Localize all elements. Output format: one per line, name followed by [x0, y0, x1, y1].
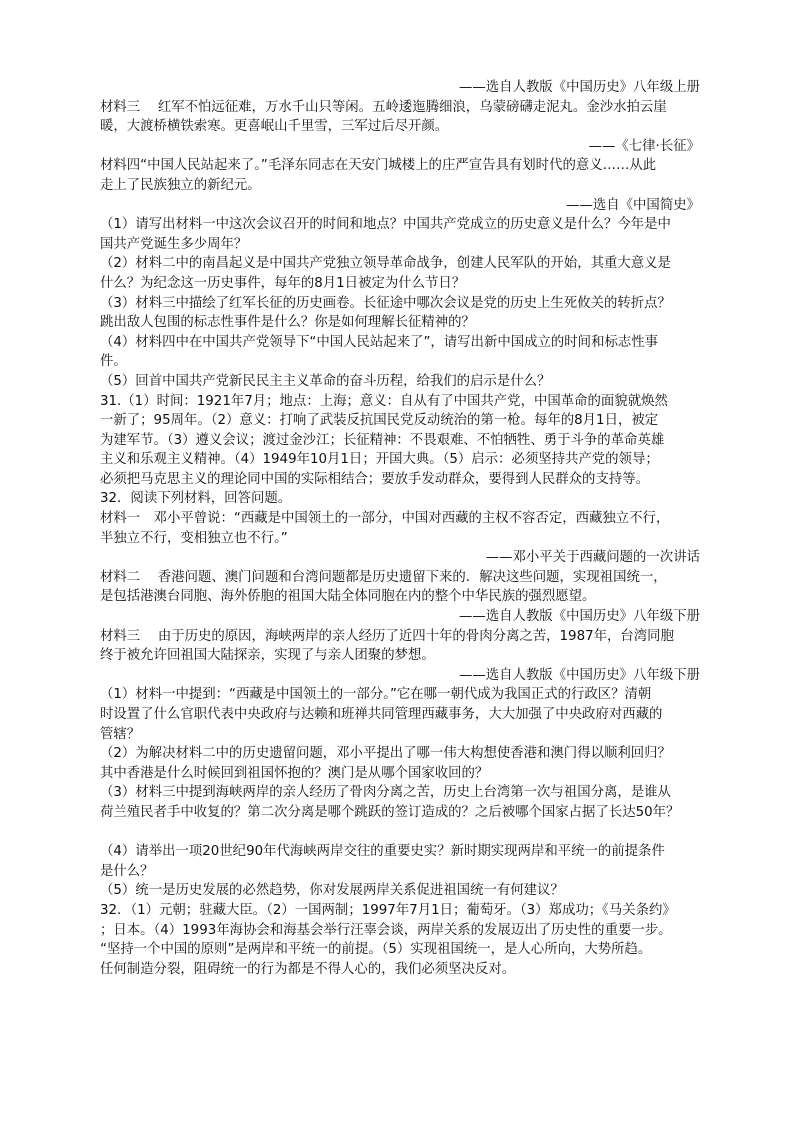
source-citation-line: ——选自人教版《中国历史》八年级下册 — [458, 609, 700, 625]
text-line: 跳出敌人包围的标志性事件是什么？你是如何理解长征精神的？ — [100, 315, 475, 331]
text-line: 什么？为纪念这一历史事件，每年的8月1日被定为什么节日？ — [100, 275, 466, 291]
text-line: （1）材料一中提到：“西藏是中国领土的一部分。”它在哪一朝代成为我国正式的行政区？清朝 — [100, 687, 652, 703]
text-line: （3）材料三中提到海峡两岸的亲人经历了骨肉分离之苦，历史上台湾第一次与祖国分离，是谁从 — [100, 785, 671, 801]
source-citation-line: ——选自《中国简史》 — [566, 197, 700, 213]
text-line: （5）回首中国共产党新民民主主义革命的奋斗历程，给我们的启示是什么？ — [100, 373, 551, 389]
text-line: 主义和乐观主义精神。（4）1949年10月1日；开国大典。（5）启示：必须坚持共产党的领导； — [100, 452, 659, 468]
text-line: （2）为解决材料二中的历史遗留问题，邓小平提出了哪一伟大构想使香港和澳门得以顺利回归？ — [100, 746, 671, 762]
text-line: 是包括港澳台同胞、海外侨胞的祖国大陆全体同胞在内的整个中华民族的强烈愿望。 — [100, 589, 596, 605]
text-line: ；日本。（4）1993年海协会和海基会举行汪辜会谈，两岸关系的发展迈出了历史性的重要一步。 — [100, 922, 672, 938]
text-line: 荷兰殖民者手中收复的？第二次分离是哪个跳跃的签订造成的？之后被哪个国家占据了长达50年？ — [100, 804, 680, 820]
text-line: 必须把马克思主义的理论同中国的实际相结合；要放手发动群众，要得到人民群众的支持等。 — [100, 471, 650, 487]
text-line: 31.（1）时间：1921年7月；地点：上海；意义：自从有了中国共产党，中国革命的面貌就焕然 — [100, 393, 668, 409]
source-citation-line: ——邓小平关于西藏问题的一次讲话 — [485, 550, 700, 566]
text-line: 任何制造分裂，阻碍统一的行为都是不得人心的，我们必须坚决反对。 — [100, 961, 516, 977]
text-line: （1）请写出材料一中这次会议召开的时间和地点？中国共产党成立的历史意义是什么？今年是中 — [100, 217, 671, 233]
text-line: 管辖？ — [100, 726, 141, 742]
text-line: 其中香港是什么时候回到祖国怀抱的？澳门是从哪个国家收回的？ — [100, 765, 489, 781]
text-line: （3）材料三中描绘了红军长征的历史画卷。长征途中哪次会议是党的历史上生死攸关的转折点？ — [100, 295, 671, 311]
text-line: 半独立不行，变相独立也不行。” — [100, 530, 288, 546]
text-line: （2）材料二中的南昌起义是中国共产党独立领导革命战争，创建人民军队的开始，其重大意义是 — [100, 256, 671, 272]
text-line: 时设置了什么官职代表中央政府与达赖和班禅共同管理西藏事务，大大加强了中央政府对西藏的 — [100, 707, 663, 722]
text-line: 走上了民族独立的新纪元。 — [100, 177, 261, 193]
text-line: 32．阅读下列材料，回答问题。 — [100, 491, 292, 507]
document-body — [100, 78, 700, 979]
text-line: 件。 — [100, 354, 127, 370]
text-line: （4）材料四中在中国共产党领导下“中国人民站起来了”，请写出新中国成立的时间和标志性事 — [100, 334, 659, 350]
source-citation-line: ——《七律·长征》 — [588, 138, 700, 154]
text-line: “坚持一个中国的原则”是两岸和平统一的前提。（5）实现祖国统一，是人心所向，大势所趋。 — [100, 942, 652, 958]
source-citation-line: ——选自人教版《中国历史》八年级上册 — [458, 80, 700, 95]
source-citation-line: ——选自人教版《中国历史》八年级下册 — [458, 667, 700, 683]
text-line: 32．（1）元朝；驻藏大臣。（2）一国两制；1997年7月1日；葡萄牙。（3）郑成功；《马关条约》 — [100, 902, 676, 918]
text-line: 是什么？ — [100, 863, 154, 879]
text-line: 材料四“中国人民站起来了。”毛泽东同志在天安门城楼上的庄严宣告具有划时代的意义……从此 — [100, 158, 657, 174]
text-line: 为建军节。（3）遵义会议；渡过金沙江；长征精神：不畏艰难、不怕牺牲、勇于斗争的革命英雄 — [100, 432, 665, 448]
text-line: 材料三 红军不怕远征难，万水千山只等闲。五岭逶迤腾细浪，乌蒙磅礴走泥丸。金沙水拍云崖 — [100, 99, 667, 115]
text-line: （5）统一是历史发展的必然趋势，你对发展两岸关系促进祖国统一有何建议？ — [100, 883, 564, 899]
text-line: 材料一 邓小平曾说：“西藏是中国领土的一部分，中国对西藏的主权不容否定，西藏独立不行， — [100, 511, 670, 527]
text-line: 终于被允许回祖国大陆探亲，实现了与亲人团聚的梦想。 — [100, 648, 435, 664]
text-line: 材料二 香港问题、澳门问题和台湾问题都是历史遗留下来的．解决这些问题，实现祖国统一， — [100, 569, 667, 585]
text-line: 国共产党诞生多少周年？ — [100, 236, 248, 252]
text-line: 材料三 由于历史的原因，海峡两岸的亲人经历了近四十年的骨肉分离之苦，1987年，台湾同胞 — [100, 628, 674, 644]
text-line: 一新了；95周年。（2）意义：打响了武装反抗国民党反动统治的第一枪。每年的8月1日，被定 — [100, 413, 659, 429]
text-line: 暖，大渡桥横铁索寒。更喜岷山千里雪，三军过后尽开颜。 — [100, 119, 449, 135]
text-line: （4）请举出一项20世纪90年代海峡两岸交往的重要史实？新时期实现两岸和平统一的前提条件 — [100, 844, 665, 860]
